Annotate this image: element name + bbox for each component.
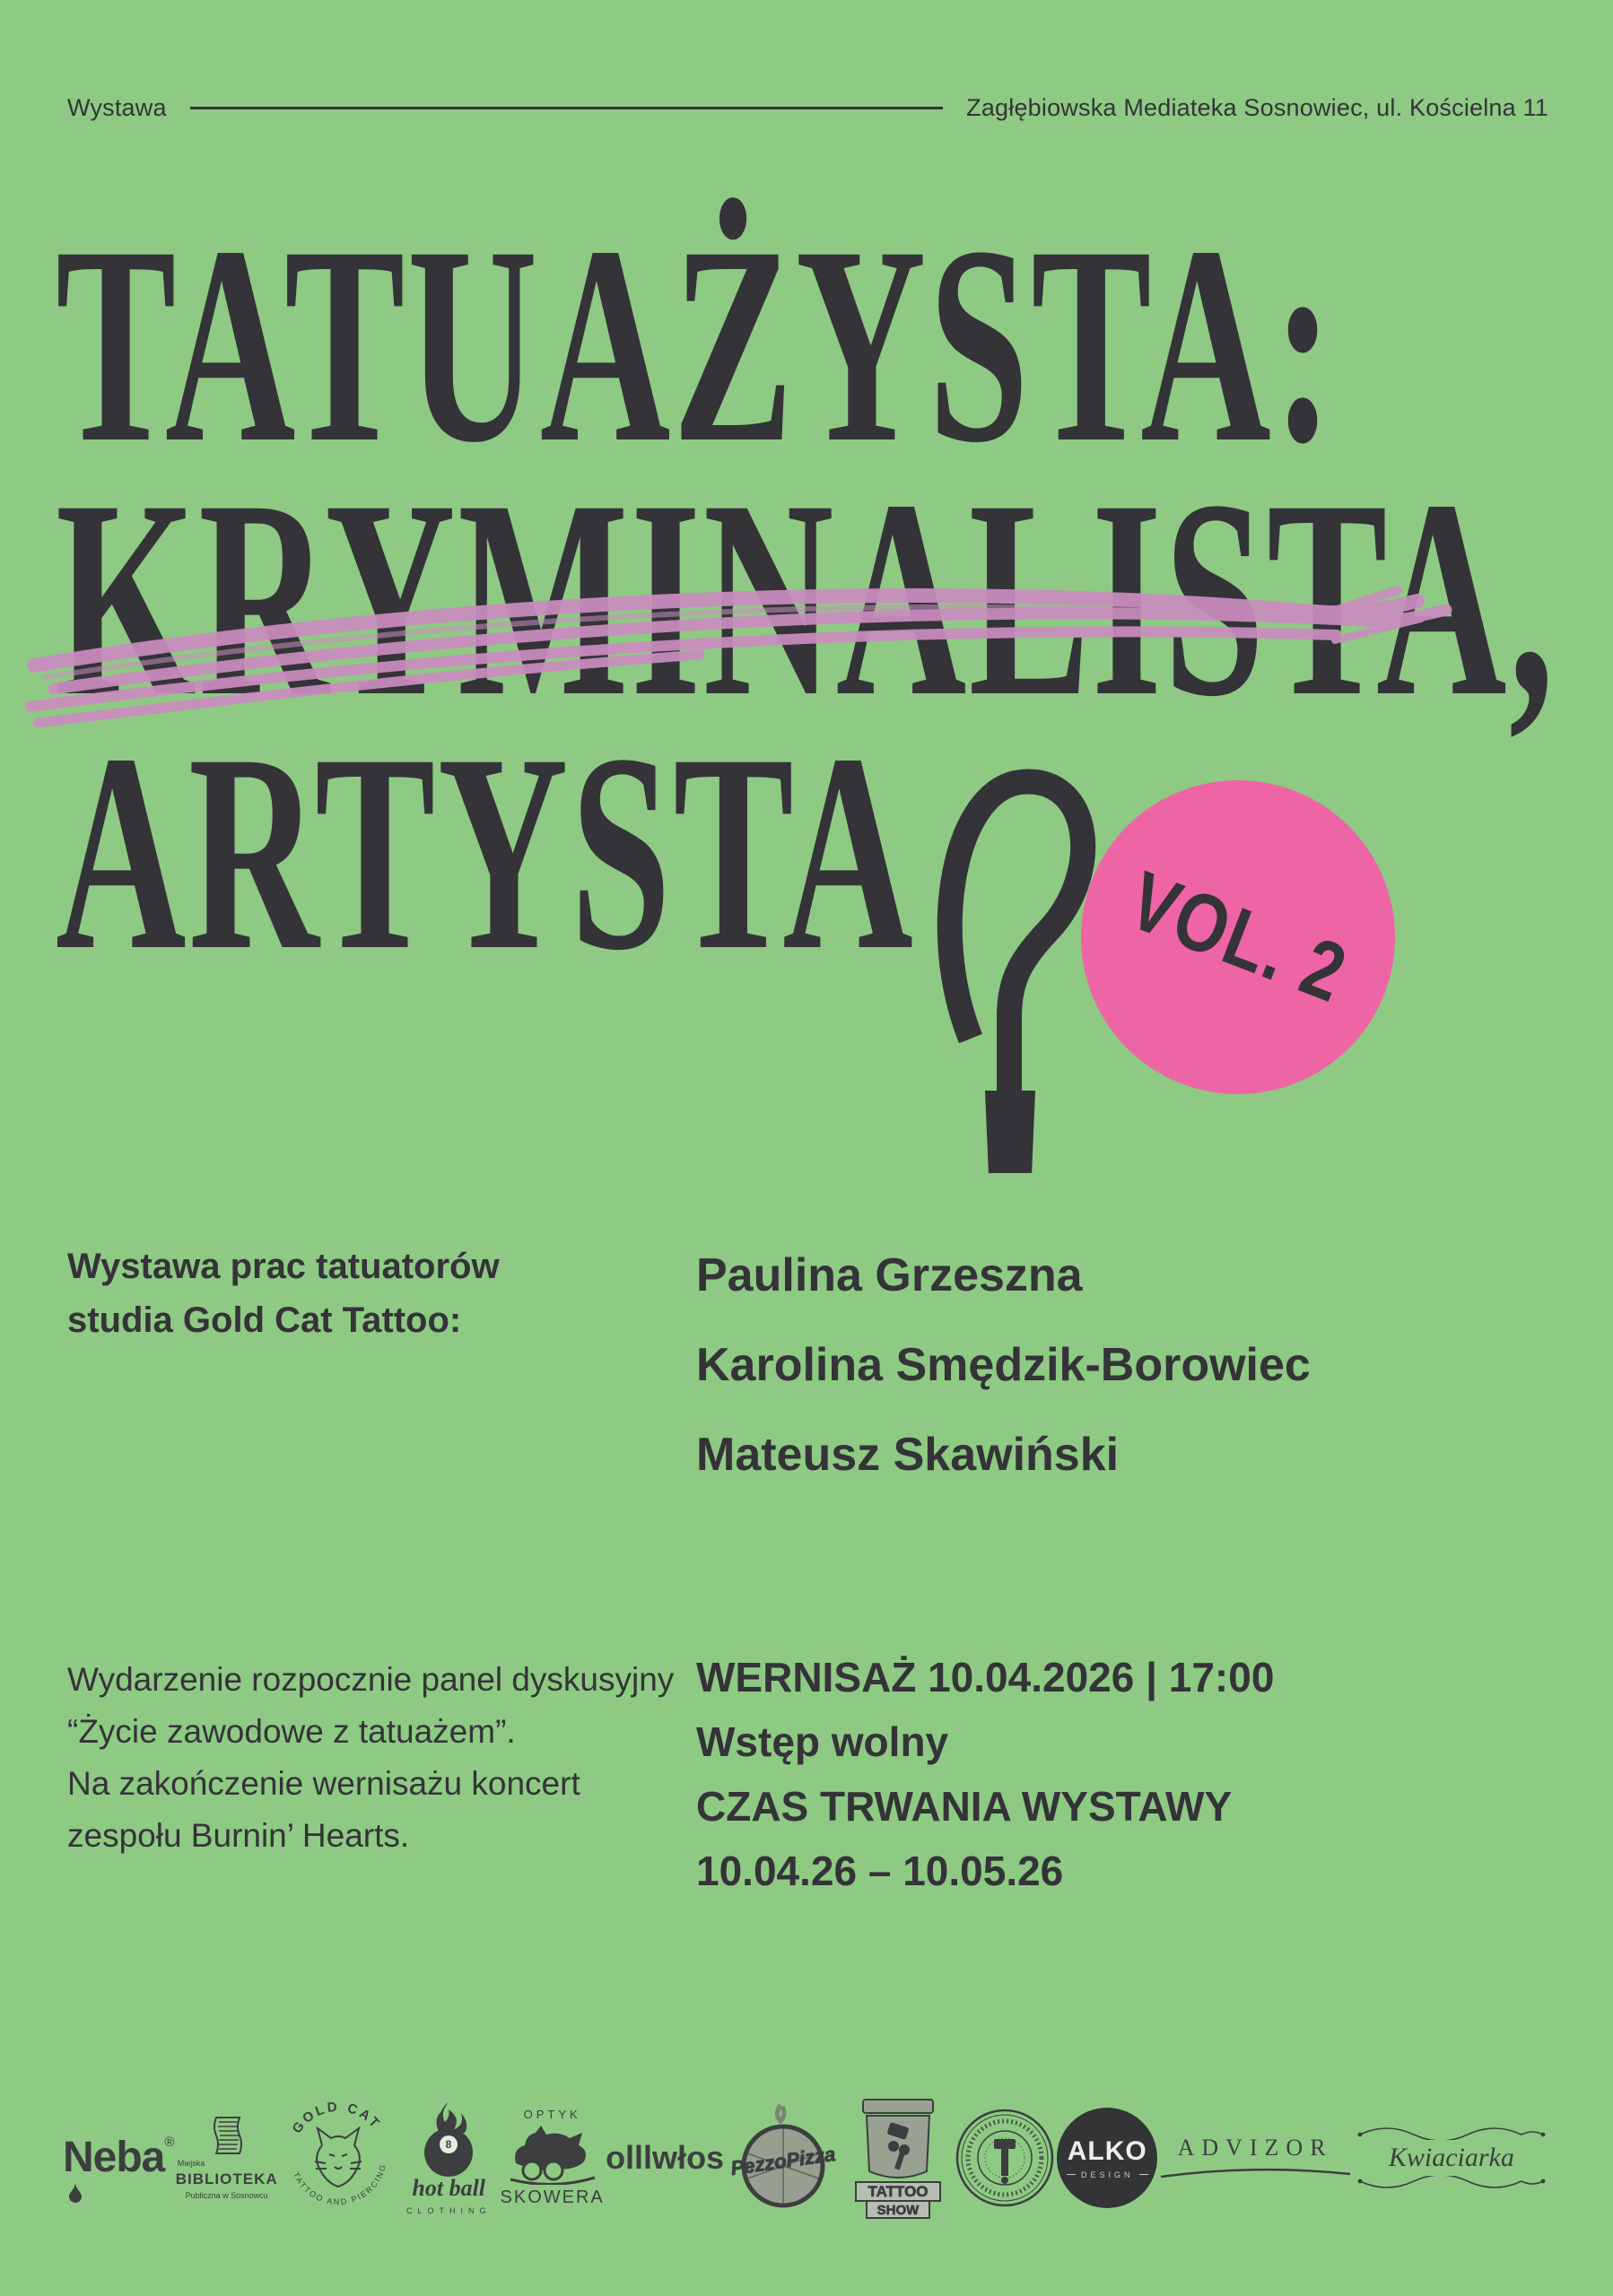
lynx-head-icon xyxy=(279,2099,397,2217)
flourish-top-icon xyxy=(1353,2126,1550,2140)
tattoo-show-badge-icon xyxy=(843,2094,953,2222)
wlos-wordmark: olllwłos xyxy=(606,2138,725,2176)
title-line-3: ARTYSTA xyxy=(56,696,916,1009)
neba-wordmark: Neba xyxy=(63,2134,165,2181)
event-schedule xyxy=(696,1645,1274,1903)
swoosh-underline-icon xyxy=(1159,2164,1352,2180)
intro-text xyxy=(67,1239,500,1347)
biblioteka-main-text: BIBLIOTEKA xyxy=(175,2170,278,2187)
pink-scribble-strikethrough-icon xyxy=(18,565,1543,744)
craft-guild-seal-logo xyxy=(954,2107,1056,2209)
neba-logo xyxy=(63,2133,174,2182)
vol-2-badge xyxy=(1081,780,1395,1094)
registered-mark: ® xyxy=(164,2135,175,2150)
pezzo-pizza-logo xyxy=(725,2103,841,2213)
event-description-line: Na zakończenie wernisażu koncert xyxy=(67,1765,580,1802)
artist-list xyxy=(696,1231,1311,1500)
svg-text:TATTOO AND PIERCING: TATTOO AND PIERCING xyxy=(291,2161,388,2206)
svg-text:8: 8 xyxy=(445,2137,452,2151)
droplet-icon xyxy=(68,2182,83,2204)
optyk-skowera-logo xyxy=(501,2108,605,2208)
svg-text:GOLD CAT: GOLD CAT xyxy=(289,2099,384,2136)
free-entry-note: Wstęp wolny xyxy=(696,1718,949,1765)
alko-design-logo xyxy=(1057,2108,1157,2208)
advizor-logo xyxy=(1159,2135,1352,2180)
biblioteka-sosnowiec-logo xyxy=(176,2115,278,2200)
biblioteka-top-text: Miejska xyxy=(177,2159,205,2168)
hot-ball-clothing-logo xyxy=(398,2100,499,2215)
svg-text:TATTOO: TATTOO xyxy=(868,2182,929,2200)
event-description xyxy=(67,1654,674,1862)
hot-ball-wordmark: hot ball xyxy=(412,2174,486,2201)
top-left-label: Wystawa xyxy=(67,93,167,121)
biblioteka-bottom-text: Publiczna w Sosnowcu xyxy=(185,2191,268,2200)
top-right-address: Zagłębiowska Mediateka Sosnowiec, ul. Kościelna 11 xyxy=(966,93,1548,121)
event-description-line: “Życie zawodowe z tatuażem”. xyxy=(67,1713,516,1750)
flourish-bottom-icon xyxy=(1353,2176,1550,2190)
top-bar xyxy=(67,90,1548,126)
guild-seal-icon xyxy=(954,2107,1056,2209)
advizor-wordmark: ADVIZOR xyxy=(1177,2135,1333,2161)
title-line-2-struck: KRYMINALISTA, xyxy=(56,442,1556,755)
partner-logos-row xyxy=(63,2079,1550,2236)
event-description-line: Wydarzenie rozpocznie panel dyskusyjny xyxy=(67,1661,675,1698)
kwiaciarka-wordmark: Kwiaciarka xyxy=(1388,2142,1514,2172)
duration-heading: CZAS TRWANIA WYSTAWY xyxy=(696,1783,1233,1830)
tattoo-show-logo xyxy=(843,2094,953,2222)
alko-wordmark: ALKO xyxy=(1067,2135,1147,2166)
kwiaciarka-florist-logo xyxy=(1353,2126,1550,2190)
skowera-bottom-text: SKOWERA xyxy=(500,2187,605,2207)
duration-dates: 10.04.26 – 10.05.26 xyxy=(696,1848,1064,1894)
flaming-eight-ball-icon xyxy=(398,2100,499,2178)
artist-name: Mateusz Skawiński xyxy=(696,1429,1120,1481)
vernissage-date: WERNISAŻ 10.04.2026 | 17:00 xyxy=(696,1654,1275,1700)
gold-cat-tattoo-logo xyxy=(279,2099,397,2217)
svg-text:PezzoPizza: PezzoPizza xyxy=(729,2142,838,2179)
pizza-badge-icon xyxy=(725,2103,841,2213)
intro-line-1: Wystawa prac tatuatorów xyxy=(67,1247,500,1286)
artist-name: Karolina Smędzik-Borowiec xyxy=(696,1339,1311,1391)
skowera-top-text: OPTYK xyxy=(523,2107,581,2121)
event-description-line: zespołu Burnin’ Hearts. xyxy=(67,1817,410,1854)
svg-text:SHOW: SHOW xyxy=(876,2202,920,2218)
intro-line-2: studia Gold Cat Tattoo: xyxy=(67,1300,462,1340)
artist-name: Paulina Grzeszna xyxy=(696,1249,1083,1301)
vol-2-badge-label: VOL. 2 xyxy=(1117,854,1359,1020)
hot-ball-subtext: CLOTHING xyxy=(405,2205,492,2215)
needle-hook xyxy=(950,782,1083,1091)
alko-subtext: DESIGN xyxy=(1067,2170,1148,2179)
book-icon xyxy=(206,2115,248,2156)
top-divider-line xyxy=(190,107,943,109)
rocking-horse-glasses-icon xyxy=(503,2124,602,2185)
title-line-1: TATUAŻYSTA: xyxy=(56,188,1336,501)
needle-grip xyxy=(985,1091,1035,1173)
wlos-hair-logo xyxy=(606,2139,724,2177)
